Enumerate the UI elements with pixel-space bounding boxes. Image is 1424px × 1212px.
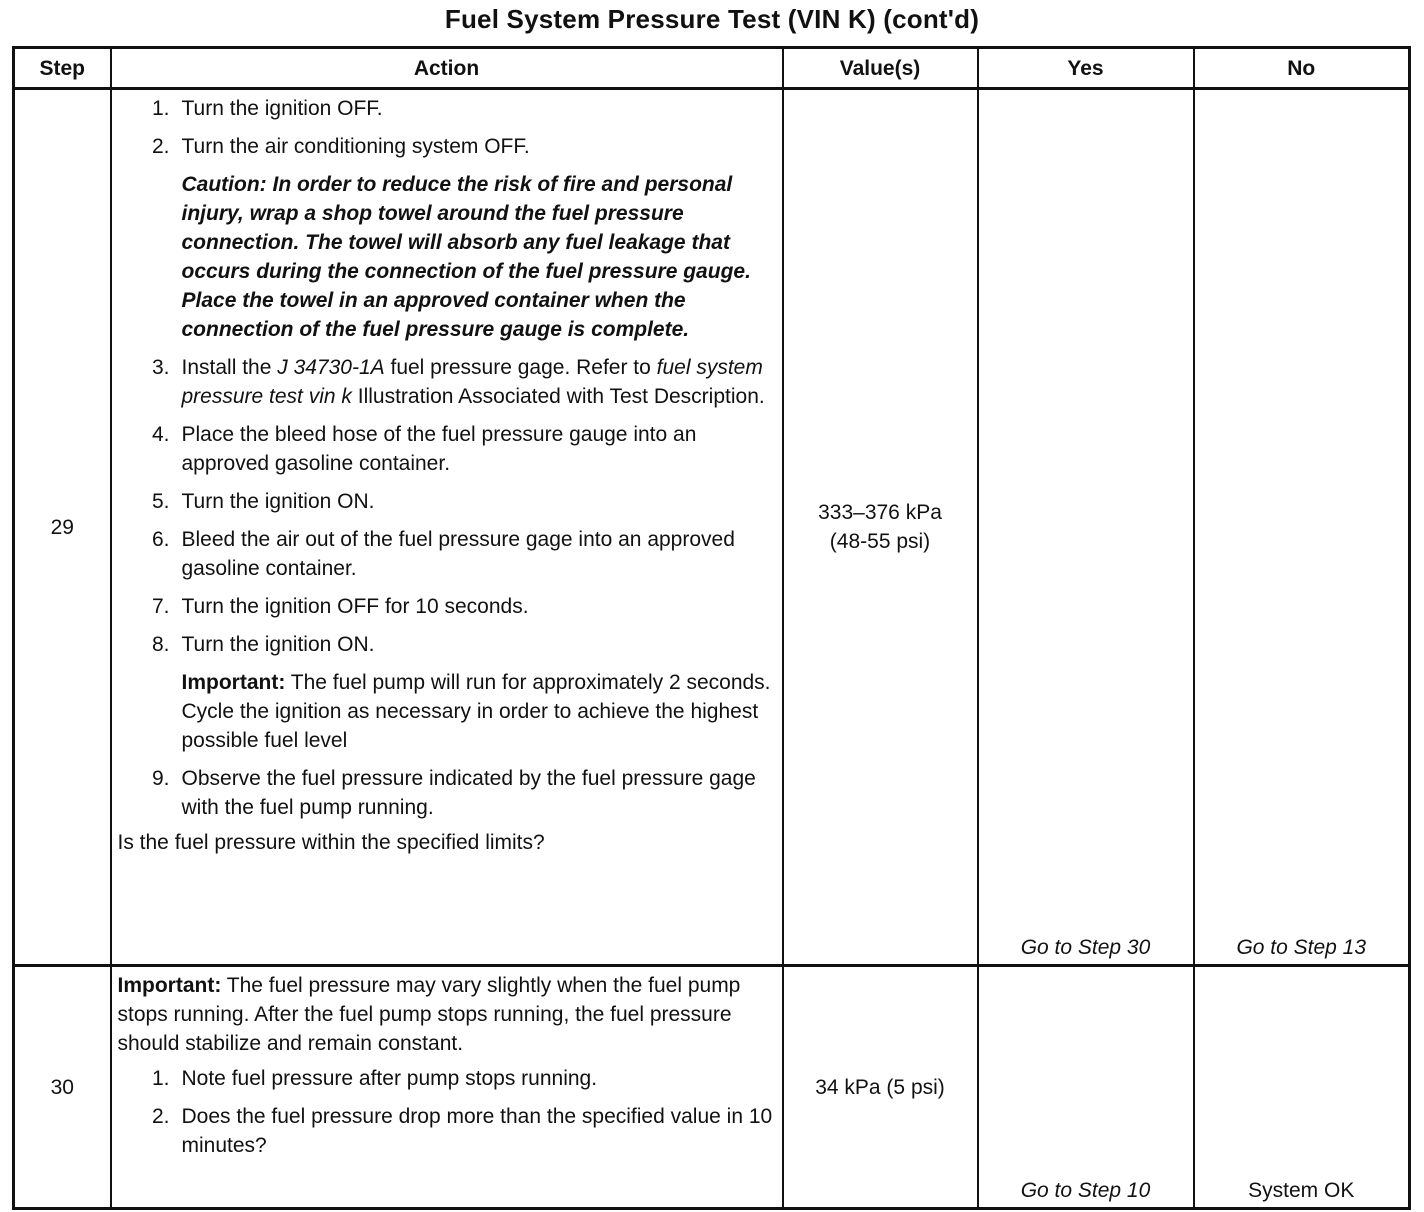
tool-reference: J 34730-1A	[277, 356, 385, 379]
header-yes: Yes	[978, 48, 1194, 89]
yes-cell: Go to Step 30	[978, 89, 1194, 966]
important-label: Important:	[117, 974, 222, 997]
step-text: Observe the fuel pressure indicated by the fuel pressure gage with the fuel pump running.	[181, 767, 756, 819]
step-text: Bleed the air out of the fuel pressure gage into an approved gasoline container.	[181, 528, 735, 580]
list-item	[118, 94, 774, 123]
step-index: 4.	[151, 423, 170, 446]
step-index: 1.	[151, 1067, 170, 1090]
step-text: Place the bleed hose of the fuel pressure gauge into an approved gasoline container.	[181, 423, 697, 475]
value-psi: (48-55 psi)	[829, 530, 931, 553]
step-text-part: Illustration Associated with Test Description.	[351, 385, 765, 408]
value-kpa: 333–376 kPa	[818, 501, 942, 524]
yes-cell: Go to Step 10	[978, 966, 1194, 1209]
step-text-part: fuel pressure gage. Refer to	[384, 356, 657, 379]
value-cell	[783, 89, 978, 966]
step-index: 2.	[151, 1105, 170, 1128]
important-text: The fuel pressure may vary slightly when the fuel pump stops running. After the fuel pump stops running, the fuel pressure should stabilize and remain constant.	[117, 974, 741, 1055]
table-row	[14, 89, 1410, 966]
step-text: Turn the ignition OFF for 10 seconds.	[181, 595, 529, 618]
value-cell: 34 kPa (5 psi)	[783, 966, 978, 1209]
header-no: No	[1194, 48, 1410, 89]
list-item	[118, 487, 774, 516]
step-index: 8.	[151, 633, 170, 656]
important-note	[182, 668, 774, 755]
step-index: 9.	[151, 767, 170, 790]
no-cell: System OK	[1194, 966, 1410, 1209]
important-note	[118, 971, 774, 1058]
question-text: Is the fuel pressure within the specified limits?	[117, 831, 545, 854]
important-label: Important:	[181, 671, 286, 694]
list-item	[118, 132, 774, 161]
action-steps	[118, 764, 774, 822]
step-text: Does the fuel pressure drop more than the specified value in 10 minutes?	[181, 1105, 773, 1157]
step-text: Turn the ignition OFF.	[181, 97, 383, 120]
step-text: Turn the ignition ON.	[181, 633, 375, 656]
step-index: 7.	[151, 595, 170, 618]
header-row	[14, 48, 1410, 89]
step-index: 3.	[151, 356, 170, 379]
step-text: Turn the air conditioning system OFF.	[181, 135, 530, 158]
table-row	[14, 966, 1410, 1209]
caution-note: Caution: In order to reduce the risk of fire and personal injury, wrap a shop towel around the fuel pressure connection. The towel will absorb any fuel leakage that occurs during the connection of the fuel pressure gauge. Place the towel in an approved container when the connection of the fuel pressure gauge is complete.	[181, 173, 751, 341]
list-item	[118, 1102, 774, 1160]
step-index: 6.	[151, 528, 170, 551]
procedure-table	[12, 46, 1411, 1210]
list-item	[118, 630, 774, 659]
list-item	[118, 764, 774, 822]
action-steps	[118, 1064, 774, 1160]
step-index: 5.	[151, 490, 170, 513]
action-cell	[111, 966, 783, 1209]
step-text-part: Install the	[181, 356, 278, 379]
list-item	[118, 592, 774, 621]
illustration-reference: fuel system pressure test vin k	[181, 356, 763, 408]
step-text	[182, 353, 774, 411]
step-number: 30	[14, 966, 111, 1209]
step-number: 29	[14, 89, 111, 966]
step-text: Turn the ignition ON.	[181, 490, 375, 513]
list-item	[118, 525, 774, 583]
header-step: Step	[14, 48, 111, 89]
action-steps	[118, 353, 774, 659]
step-index: 2.	[151, 135, 170, 158]
action-cell	[111, 89, 783, 966]
no-cell: Go to Step 13	[1194, 89, 1410, 966]
header-action: Action	[111, 48, 783, 89]
action-steps	[118, 94, 774, 161]
list-item	[118, 353, 774, 411]
list-item	[118, 1064, 774, 1093]
list-item	[118, 420, 774, 478]
step-index: 1.	[151, 97, 170, 120]
step-text: Note fuel pressure after pump stops running.	[181, 1067, 598, 1090]
header-value: Value(s)	[783, 48, 978, 89]
page-title: Fuel System Pressure Test (VIN K) (cont'd)	[444, 4, 980, 34]
important-text: The fuel pump will run for approximately 2 seconds. Cycle the ignition as necessary in order to achieve the highest possible fuel level	[181, 671, 771, 752]
